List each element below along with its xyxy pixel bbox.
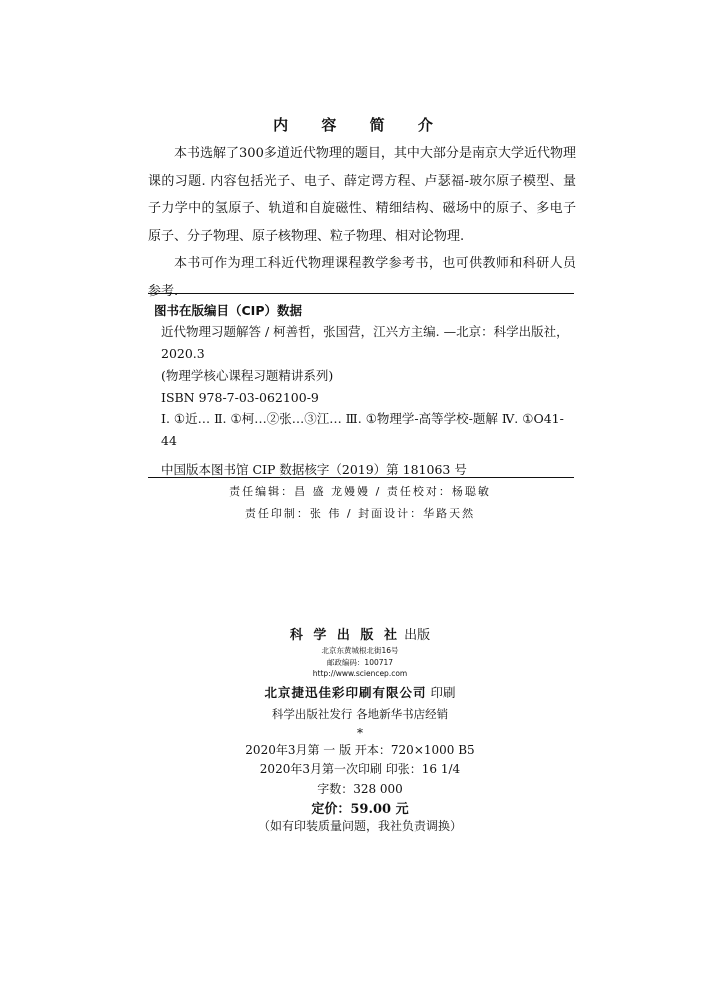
publisher-website: http://www.sciencep.com bbox=[312, 669, 408, 678]
edition-line: 2020年3月第 一 版 开本：720×1000 B5 bbox=[245, 743, 475, 757]
cip-record bbox=[161, 321, 573, 409]
summary-paragraph: 本书可作为理工科近代物理课程教学参考书，也可供教师和科研人员参考. bbox=[148, 256, 576, 299]
distribution-line: 科学出版社发行 各地新华书店经销 bbox=[271, 707, 449, 721]
printer-line bbox=[0, 683, 720, 701]
printer-name: 北京捷迅佳彩印刷有限公司 bbox=[264, 685, 427, 700]
quality-notice: （如有印装质量问题，我社负责调换） bbox=[257, 819, 462, 833]
publisher-postcode: 邮政编码：100717 bbox=[326, 658, 394, 667]
cip-classification: Ⅰ. ①近… Ⅱ. ①柯…②张…③江… Ⅲ. ①物理学-高等学校-题解 Ⅳ. ①O41-44 bbox=[161, 411, 564, 448]
separator-star: * bbox=[357, 726, 363, 740]
cip-record-line: (物理学核心课程习题精讲系列) bbox=[161, 368, 334, 383]
cip-top-rule bbox=[148, 293, 574, 294]
summary-text bbox=[148, 140, 576, 305]
summary-paragraph: 本书选解了300多道近代物理的题目，其中大部分是南京大学近代物理课的习题. 内容包括光子、电子、薛定谔方程、卢瑟福-玻尔原子模型、量子力学中的氢原子、轨道和自旋磁性、精细结构、磁场中的原子、多电子原子、分子物理、原子核物理、粒子物理、相对论物理. bbox=[148, 146, 576, 244]
cip-record-line: ISBN 978-7-03-062100-9 bbox=[161, 390, 319, 405]
price: 定价：59.00 元 bbox=[311, 802, 409, 817]
credits-editors: 责任编辑：昌 盛 龙嫚嫚 / 责任校对：杨聪敏 bbox=[229, 485, 491, 498]
summary-heading: 内 容 简 介 bbox=[273, 116, 447, 134]
cip-record-line: 近代物理习题解答 / 柯善哲，张国营，江兴方主编. —北京：科学出版社，2020.3 bbox=[161, 324, 569, 361]
word-count: 字数：328 000 bbox=[317, 782, 403, 796]
publisher-line bbox=[0, 624, 720, 643]
cip-title: 图书在版编目（CIP）数据 bbox=[154, 303, 302, 318]
publisher-suffix: 出版 bbox=[404, 628, 431, 643]
credits-production: 责任印制：张 伟 / 封面设计：华路天然 bbox=[244, 507, 476, 520]
printing-line: 2020年3月第一次印刷 印张：16 1/4 bbox=[259, 762, 461, 776]
publisher-name: 科 学 出 版 社 bbox=[289, 628, 400, 643]
printer-suffix: 印刷 bbox=[430, 685, 456, 700]
publisher-address: 北京东黄城根北街16号 bbox=[321, 646, 399, 655]
cip-number: 中国版本图书馆 CIP 数据核字（2019）第 181063 号 bbox=[161, 462, 467, 477]
cip-bottom-rule bbox=[148, 477, 574, 478]
